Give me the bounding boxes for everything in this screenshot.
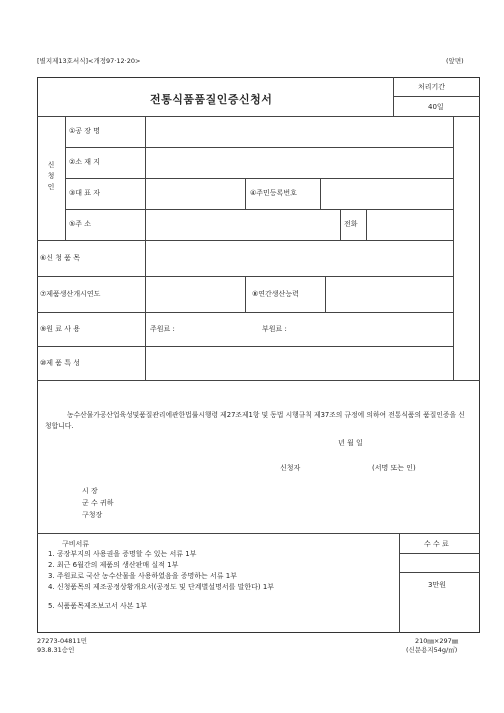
divider (245, 276, 246, 312)
doc-item: 1. 공장부지의 사용권을 증명할 수 있는 서류 1부 (48, 550, 197, 558)
paper-type: (신문용지54g/㎡) (406, 646, 458, 654)
docs-title: 구비서류 (62, 540, 90, 548)
recipient-county: 군 수 귀하 (82, 499, 114, 507)
factory-name-field[interactable] (146, 117, 452, 146)
divider (340, 209, 341, 240)
applicant-label: 신 청 인 (47, 161, 55, 191)
raw-material-label: ⑨원 료 사 용 (40, 325, 80, 333)
recipient-district: 구청장 (82, 511, 103, 519)
resident-number-label: ④주민등록번호 (250, 189, 297, 197)
divider (393, 96, 480, 97)
divider (399, 533, 400, 633)
page-side: (앞면) (446, 57, 464, 65)
divider (37, 380, 480, 381)
location-label: ②소 재 지 (69, 158, 101, 166)
address-field[interactable] (146, 210, 339, 239)
divider (393, 77, 394, 116)
characteristics-label: ⑩제 품 특 성 (40, 359, 80, 367)
fee-label: 수 수 료 (424, 540, 449, 548)
form-title: 전통식품품질인증신청서 (150, 93, 273, 106)
paper-size: 210㎜×297㎜ (415, 637, 459, 645)
characteristics-field[interactable] (146, 347, 452, 379)
address-label: ⑤주 소 (69, 220, 92, 228)
production-year-field[interactable] (146, 277, 244, 311)
form-code: 27273-04811민 (37, 637, 87, 645)
resident-number-field[interactable] (321, 179, 452, 208)
annual-capacity-label: ⑧연간생산능력 (252, 290, 299, 298)
divider (245, 178, 246, 209)
phone-label: 전화 (344, 220, 358, 228)
divider (37, 533, 480, 534)
doc-item: 2. 최근 6월간의 제품의 생산판매 실적 1부 (48, 561, 179, 569)
doc-item: 4. 신청품목의 제조공정상황개요서(공정도 및 단계별설명서를 말한다) 1부 (48, 583, 275, 591)
item-label: ⑥신 청 품 목 (40, 254, 80, 262)
statement-text: 농수산물가공산업육성및품질관리에관한법률시행령 제27조제1항 및 동법 시행규칙 제37조의 규정에 의하여 전통식품의 품질인증을 신청합니다. (45, 411, 465, 430)
recipient-mayor: 시 장 (82, 487, 98, 495)
location-field[interactable] (146, 148, 452, 177)
production-year-label: ⑦제품생산개시연도 (40, 290, 101, 298)
divider (399, 553, 480, 554)
applicant-line: 신청자 (280, 464, 301, 472)
fee-value: 3만원 (428, 581, 446, 589)
date-line: 년 월 일 (338, 439, 363, 447)
form-number: [별지제13호서식]<개정97·12·20> (37, 57, 141, 65)
approval-date: 93.8.31승인 (37, 646, 75, 654)
doc-item: 5. 식품품목제조보고서 사본 1부 (48, 602, 147, 610)
doc-item: 3. 주원료로 국산 농수산물을 사용하였음을 증명하는 서류 1부 (48, 572, 237, 580)
annual-capacity-field[interactable] (326, 277, 452, 311)
sub-material-label: 부원료 : (262, 325, 287, 333)
divider (65, 116, 66, 240)
main-material-label: 주원료 : (150, 325, 175, 333)
factory-name-label: ①공 장 명 (69, 127, 101, 135)
item-field[interactable] (146, 241, 452, 275)
representative-label: ③대 표 자 (69, 189, 101, 197)
representative-field[interactable] (146, 179, 244, 208)
divider (453, 116, 454, 380)
divider (37, 312, 453, 313)
signature-note: (서명 또는 인) (372, 464, 416, 472)
divider (399, 572, 480, 573)
period-label: 처리기간 (418, 83, 446, 91)
period-value: 40일 (428, 103, 444, 111)
phone-field[interactable] (367, 210, 452, 239)
